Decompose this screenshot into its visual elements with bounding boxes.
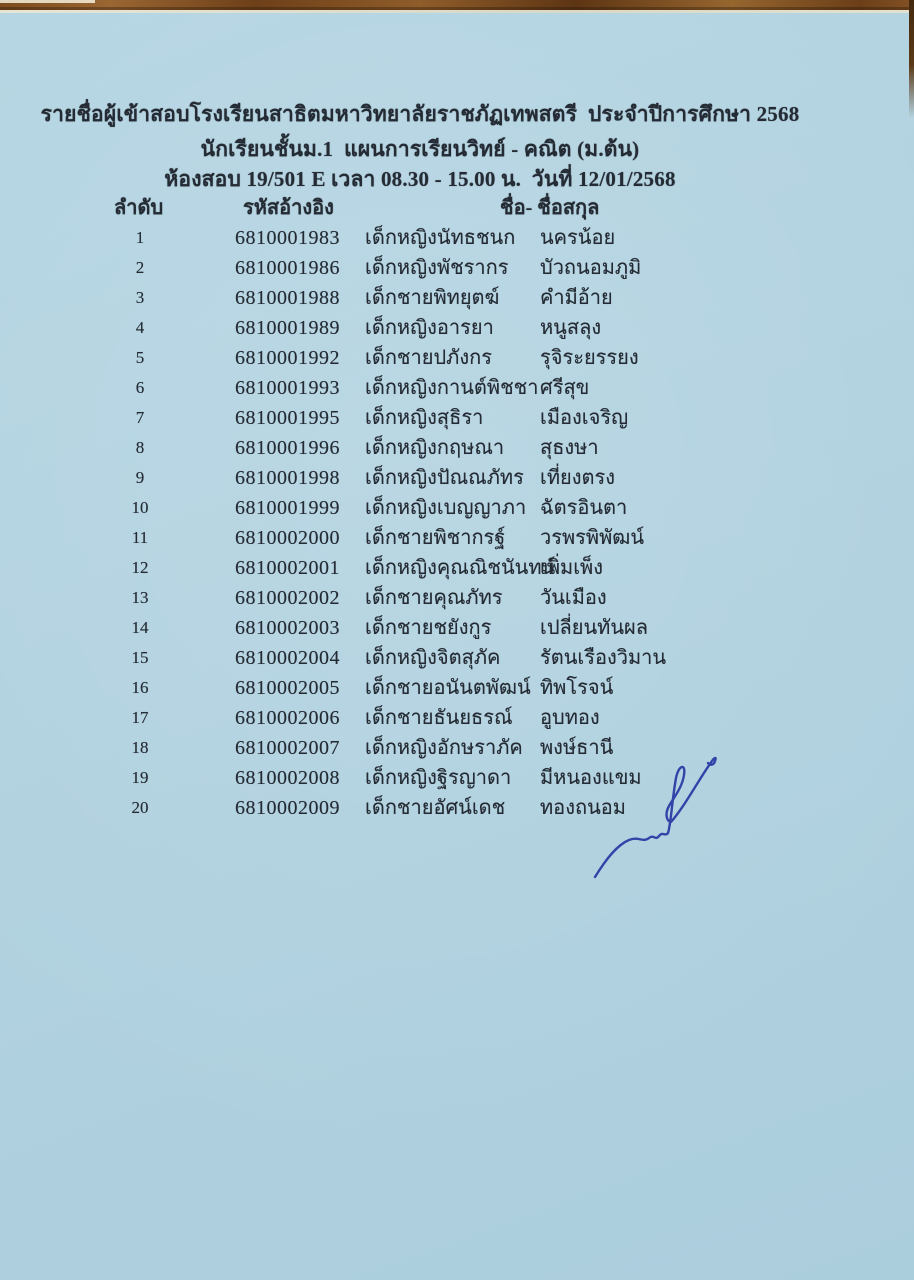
cell-code: 6810002009 bbox=[235, 797, 340, 819]
cell-name: เด็กชายชยังกูร bbox=[365, 617, 492, 639]
cell-no: 10 bbox=[131, 498, 149, 517]
column-header-fullname: ชื่อ- ชื่อสกุล bbox=[500, 197, 600, 219]
cell-code: 6810002000 bbox=[235, 527, 340, 549]
cell-code: 6810002005 bbox=[235, 677, 340, 699]
cell-name: เด็กชายปภังกร bbox=[365, 347, 492, 369]
cell-no: 1 bbox=[135, 228, 145, 247]
cell-surname: บัวถนอมภูมิ bbox=[540, 257, 642, 279]
cell-surname: เมืองเจริญ bbox=[540, 407, 629, 429]
cell-surname: มีหนองแขม bbox=[540, 767, 642, 789]
cell-surname: ฉัตรอินตา bbox=[540, 497, 628, 519]
cell-surname: อูบทอง bbox=[540, 707, 600, 729]
cell-surname: รุจิระยรรยง bbox=[540, 347, 639, 369]
table-row bbox=[0, 523, 914, 553]
cell-code: 6810002003 bbox=[235, 617, 340, 639]
table-row bbox=[0, 463, 914, 493]
document-title: รายชื่อผู้เข้าสอบโรงเรียนสาธิตมหาวิทยาลัยราชภัฏเทพสตรี ประจำปีการศึกษา 2568 bbox=[40, 102, 800, 126]
cell-code: 6810001992 bbox=[235, 347, 340, 369]
cell-code: 6810001995 bbox=[235, 407, 340, 429]
cell-surname: ทิพโรจน์ bbox=[540, 677, 614, 699]
table-row bbox=[0, 733, 914, 763]
table-row bbox=[0, 493, 914, 523]
cell-name: เด็กหญิงกานต์พิชชา bbox=[365, 377, 539, 399]
cell-name: เด็กชายพิชากรฐ์ bbox=[365, 527, 506, 549]
cell-code: 6810002004 bbox=[235, 647, 340, 669]
cell-surname: เปลี่ยนทันผล bbox=[540, 617, 649, 639]
cell-surname: หนูสลุง bbox=[540, 317, 602, 339]
cell-code: 6810002002 bbox=[235, 587, 340, 609]
cell-no: 19 bbox=[131, 768, 149, 787]
cell-code: 6810002008 bbox=[235, 767, 340, 789]
cell-surname: เพิ่มเพ็ง bbox=[540, 557, 603, 579]
cell-no: 7 bbox=[135, 408, 145, 427]
table-row bbox=[0, 673, 914, 703]
cell-code: 6810002001 bbox=[235, 557, 340, 579]
column-header-reference-code: รหัสอ้างอิง bbox=[243, 197, 334, 219]
cell-no: 4 bbox=[135, 318, 145, 337]
cell-name: เด็กหญิงอักษราภัค bbox=[365, 737, 523, 759]
cell-surname: สุธงษา bbox=[540, 437, 599, 459]
cell-name: เด็กหญิงปัณณภัทร bbox=[365, 467, 524, 489]
cell-no: 6 bbox=[135, 378, 145, 397]
cell-code: 6810001996 bbox=[235, 437, 340, 459]
cell-surname: ทองถนอม bbox=[540, 797, 626, 819]
document-subtitle-class-plan: นักเรียนชั้นม.1 แผนการเรียนวิทย์ - คณิต (ม.ต้น) bbox=[200, 137, 640, 161]
cell-no: 20 bbox=[131, 798, 149, 817]
cell-code: 6810001989 bbox=[235, 317, 340, 339]
cell-name: เด็กชายอัศน์เดช bbox=[365, 797, 506, 819]
cell-surname: คำมีอ้าย bbox=[540, 287, 613, 309]
cell-code: 6810001998 bbox=[235, 467, 340, 489]
cell-code: 6810001988 bbox=[235, 287, 340, 309]
table-row bbox=[0, 583, 914, 613]
cell-name: เด็กชายอนันตพัฒน์ bbox=[365, 677, 531, 699]
handwritten-signature bbox=[575, 742, 730, 892]
cell-no: 13 bbox=[131, 588, 149, 607]
cell-name: เด็กหญิงนัทธชนก bbox=[365, 227, 516, 249]
cell-name: เด็กหญิงคุณณิชนันทน์ bbox=[365, 557, 556, 579]
cell-surname: วันเมือง bbox=[540, 587, 607, 609]
table-row bbox=[0, 643, 914, 673]
cell-surname: เที่ยงตรง bbox=[540, 467, 615, 489]
cell-name: เด็กหญิงฐิรญาดา bbox=[365, 767, 512, 789]
cell-code: 6810002007 bbox=[235, 737, 340, 759]
cell-no: 18 bbox=[131, 738, 149, 757]
column-header-order: ลำดับ bbox=[114, 197, 164, 219]
cell-no: 9 bbox=[135, 468, 145, 487]
table-row bbox=[0, 793, 914, 823]
document-subtitle-room-date: ห้องสอบ 19/501 E เวลา 08.30 - 15.00 น. วันที่ 12/01/2568 bbox=[164, 167, 676, 191]
table-row bbox=[0, 373, 914, 403]
cell-name: เด็กหญิงสุธิรา bbox=[365, 407, 484, 429]
cell-no: 12 bbox=[131, 558, 149, 577]
cell-code: 6810002006 bbox=[235, 707, 340, 729]
cell-surname: พงษ์ธานี bbox=[540, 737, 614, 759]
cell-code: 6810001999 bbox=[235, 497, 340, 519]
cell-surname: รัตนเรืองวิมาน bbox=[540, 647, 667, 669]
cell-no: 5 bbox=[135, 348, 145, 367]
cell-no: 14 bbox=[131, 618, 149, 637]
table-row bbox=[0, 223, 914, 253]
cell-no: 15 bbox=[131, 648, 149, 667]
cell-no: 17 bbox=[131, 708, 149, 727]
cell-name: เด็กหญิงจิตสุภัค bbox=[365, 647, 501, 669]
cell-no: 11 bbox=[131, 528, 149, 547]
cell-no: 8 bbox=[135, 438, 145, 457]
cell-name: เด็กหญิงอารยา bbox=[365, 317, 494, 339]
table-row bbox=[0, 613, 914, 643]
cell-surname: นครน้อย bbox=[540, 227, 616, 249]
table-row bbox=[0, 403, 914, 433]
cell-surname: ศรีสุข bbox=[540, 377, 590, 399]
table-row bbox=[0, 703, 914, 733]
table-row bbox=[0, 253, 914, 283]
cell-code: 6810001986 bbox=[235, 257, 340, 279]
table-row bbox=[0, 343, 914, 373]
table-row bbox=[0, 433, 914, 463]
table-row bbox=[0, 283, 914, 313]
cell-name: เด็กหญิงพัชรากร bbox=[365, 257, 509, 279]
table-row bbox=[0, 313, 914, 343]
cell-name: เด็กชายธันยธรณ์ bbox=[365, 707, 513, 729]
cell-code: 6810001983 bbox=[235, 227, 340, 249]
cell-name: เด็กหญิงเบญญาภา bbox=[365, 497, 527, 519]
student-list bbox=[0, 223, 914, 823]
cell-surname: วรพรพิพัฒน์ bbox=[540, 527, 645, 549]
cell-no: 2 bbox=[135, 258, 145, 277]
cell-name: เด็กหญิงกฤษณา bbox=[365, 437, 505, 459]
cell-name: เด็กชายพิทยุตฆ์ bbox=[365, 287, 500, 309]
cell-no: 3 bbox=[135, 288, 145, 307]
cell-code: 6810001993 bbox=[235, 377, 340, 399]
cell-no: 16 bbox=[131, 678, 149, 697]
cell-name: เด็กชายคุณภัทร bbox=[365, 587, 503, 609]
table-row bbox=[0, 553, 914, 583]
table-row bbox=[0, 763, 914, 793]
